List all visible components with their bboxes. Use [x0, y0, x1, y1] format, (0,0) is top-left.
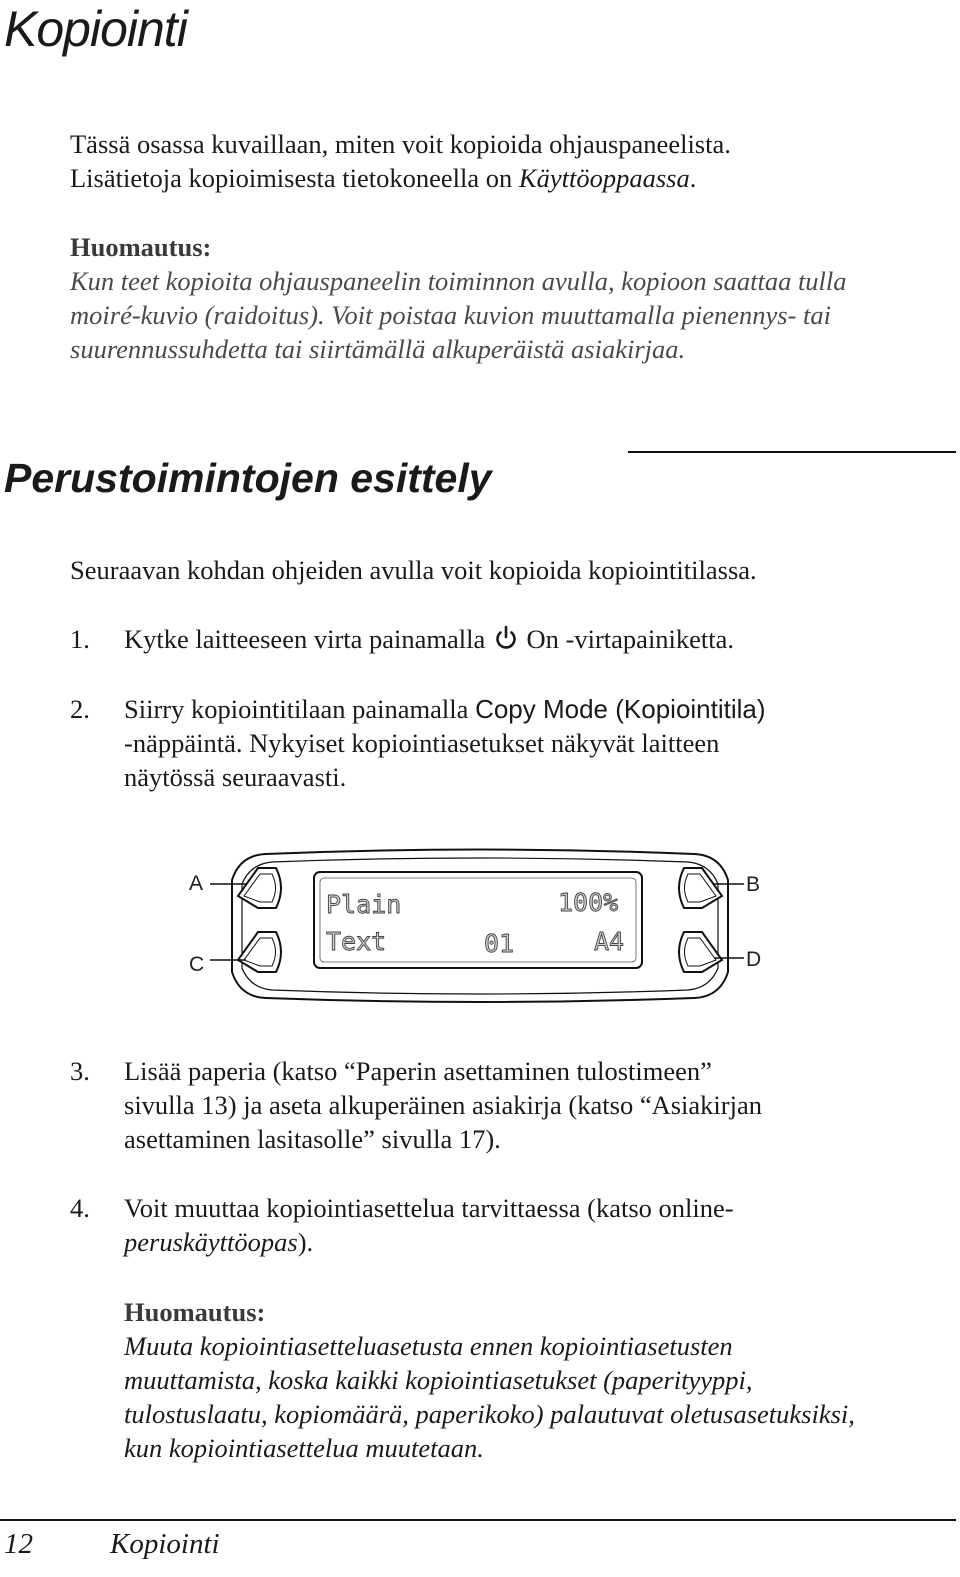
step-4-line-2-end: ).	[297, 1227, 314, 1257]
lcd-paper-size: A4	[594, 927, 625, 956]
intro-paragraph	[70, 127, 950, 195]
note-line: muuttamista, koska kaikki kopiointiasetukset (paperityyppi,	[124, 1365, 753, 1395]
note-line: Kun teet kopioita ohjauspaneelin toiminnon avulla, kopioon saattaa tulla	[70, 266, 847, 296]
online-guide-reference: peruskäyttöopas	[124, 1227, 298, 1257]
control-panel-drawing	[180, 840, 780, 1010]
control-panel-illustration	[180, 840, 780, 1010]
footer-rule	[0, 1519, 956, 1521]
note-heading: Huomautus:	[124, 1297, 266, 1327]
copy-mode-button-name: Copy Mode (Kopiointitila)	[475, 694, 766, 724]
intro-line-2	[70, 161, 950, 195]
step-2-line-3: näytössä seuraavasti.	[124, 762, 347, 792]
section-title: Perustoimintojen esittely	[4, 455, 492, 501]
panel-label-d: D	[746, 948, 762, 971]
guide-reference: Käyttöoppaassa	[518, 163, 690, 193]
step-4-line-1: Voit muuttaa kopiointiasettelua tarvittaessa (katso online-	[124, 1193, 734, 1223]
note-line: moiré-kuvio (raidoitus). Voit poistaa kuvion muuttamalla pienennys- tai	[70, 300, 832, 330]
note-line: tulostuslaatu, kopiomäärä, paperikoko) palautuvat oletusasetuksiksi,	[124, 1399, 855, 1429]
section-rule	[628, 451, 956, 453]
step-3-line: sivulla 13) ja aseta alkuperäinen asiakirja (katso “Asiakirjan	[124, 1090, 762, 1120]
step-number: 2.	[70, 694, 90, 724]
note-block-2	[124, 1295, 954, 1465]
lcd-paper-type: Plain	[326, 890, 402, 919]
note-line: Muuta kopiointiasetteluasetusta ennen kopiointiasetusten	[124, 1331, 733, 1361]
chapter-title: Kopiointi	[4, 1, 187, 57]
footer-chapter-label: Kopiointi	[110, 1528, 220, 1560]
step-1-text: Kytke laitteeseen virta painamalla	[124, 624, 486, 654]
step-1-button-label: On -virtapainiketta.	[526, 624, 735, 654]
panel-label-b: B	[746, 873, 761, 896]
lcd-zoom: 100%	[558, 888, 619, 917]
step-2-line-2: -näppäintä. Nykyiset kopiointiasetukset näkyvät laitteen	[124, 728, 720, 758]
intro-line-1: Tässä osassa kuvaillaan, miten voit kopioida ohjauspaneelista.	[70, 129, 731, 159]
power-icon	[494, 625, 518, 659]
step-3-line: asettaminen lasitasolle” sivulla 17).	[124, 1124, 501, 1154]
step-3	[124, 1054, 954, 1156]
step-4-line-2	[124, 1225, 954, 1259]
lcd-paper-subtype: Text	[326, 927, 387, 956]
panel-label-c: C	[189, 953, 205, 976]
step-2-text: Siirry kopiointitilaan painamalla	[124, 694, 476, 724]
note-line: suurennussuhdetta tai siirtämällä alkuperäistä asiakirjaa.	[70, 334, 686, 364]
step-1-line	[124, 622, 954, 659]
lcd-copies: 01	[484, 929, 515, 958]
section-intro	[70, 553, 950, 587]
step-number: 1.	[70, 624, 90, 654]
step-4	[124, 1191, 954, 1259]
step-1	[124, 622, 954, 659]
note-line: kun kopiointiasettelua muutetaan.	[124, 1433, 484, 1463]
step-2	[124, 692, 954, 794]
note-block-1	[70, 230, 950, 366]
step-2-line-1	[124, 692, 954, 726]
panel-label-a: A	[189, 872, 204, 895]
step-number: 4.	[70, 1193, 90, 1223]
section-intro-text: Seuraavan kohdan ohjeiden avulla voit kopioida kopiointitilassa.	[70, 555, 757, 585]
step-number: 3.	[70, 1056, 90, 1086]
footer-page-number: 12	[4, 1528, 33, 1560]
note-heading: Huomautus:	[70, 232, 212, 262]
intro-line-2-text: Lisätietoja kopioimisesta tietokoneella on	[70, 163, 519, 193]
step-3-line: Lisää paperia (katso “Paperin asettaminen tulostimeen”	[124, 1056, 712, 1086]
intro-line-2-end: .	[689, 163, 697, 193]
